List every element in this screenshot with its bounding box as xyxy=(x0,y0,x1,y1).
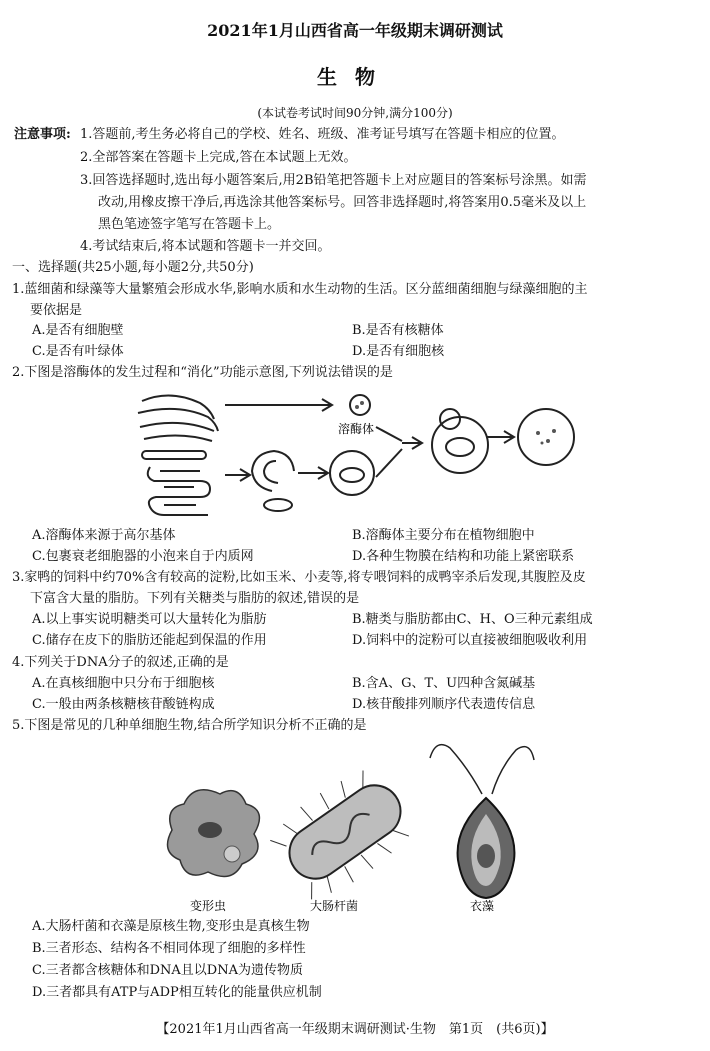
option-c: C.储存在皮下的脂肪还能起到保温的作用 xyxy=(32,633,267,648)
section-heading: 一、选择题(共25小题,每小题2分,共50分) xyxy=(12,260,254,275)
notice-item: 1.答题前,考生务必将自己的学校、姓名、班级、准考证号填写在答题卡相应的位置。 xyxy=(80,127,565,142)
option-b: B.溶酶体主要分布在植物细胞中 xyxy=(352,528,535,543)
option-d: D.各种生物膜在结构和功能上紧密联系 xyxy=(352,549,575,564)
option-a: A.溶酶体来源于高尔基体 xyxy=(32,528,176,543)
option-b: B.含A、G、T、U四种含氮碱基 xyxy=(352,676,536,691)
option-c: C.一般由两条核糖核苷酸链构成 xyxy=(32,697,215,712)
amoeba-nucleus xyxy=(198,822,222,838)
option-b: B.三者形态、结构各不相同体现了细胞的多样性 xyxy=(32,941,306,956)
ecoli-label: 大肠杆菌 xyxy=(310,899,359,913)
question-1-stem-cont: 要依据是 xyxy=(30,303,83,318)
lysosome-diagram xyxy=(130,385,590,525)
ecoli-shape xyxy=(265,759,423,908)
single-cell-organisms-figure xyxy=(150,738,540,914)
question-1-stem: 1.蓝细菌和绿藻等大量繁殖会形成水华,影响水质和水生动物的生活。区分蓝细菌细胞与绿藻细胞的主 xyxy=(12,282,588,297)
option-a: A.以上事实说明糖类可以大量转化为脂肪 xyxy=(32,612,267,627)
subject-title: 生物 xyxy=(317,65,393,89)
notice-item: 2.全部答案在答题卡上完成,答在本试题上无效。 xyxy=(80,150,357,165)
option-c: C.是否有叶绿体 xyxy=(32,344,124,359)
option-a: A.在真核细胞中只分布于细胞核 xyxy=(32,676,215,691)
notice-item: 4.考试结束后,将本试题和答题卡一并交回。 xyxy=(80,239,331,254)
option-c: C.三者都含核糖体和DNA且以DNA为遗传物质 xyxy=(32,963,303,978)
option-b: B.是否有核糖体 xyxy=(352,323,444,338)
option-d: D.三者都具有ATP与ADP相互转化的能量供应机制 xyxy=(32,985,322,1000)
question-3-stem-cont: 下富含大量的脂肪。下列有关糖类与脂肪的叙述,错误的是 xyxy=(30,591,360,606)
option-a: A.大肠杆菌和衣藻是原核生物,变形虫是真核生物 xyxy=(32,919,310,934)
chlamydomonas-label: 衣藻 xyxy=(470,899,495,913)
option-d: D.饲料中的淀粉可以直接被细胞吸收利用 xyxy=(352,633,588,648)
notice-heading: 注意事项: xyxy=(14,127,71,142)
notice-item: 改动,用橡皮擦干净后,再选涂其他答案标号。回答非选择题时,将答案用0.5毫米及以上 xyxy=(98,195,587,210)
exam-title: 2021年1月山西省高一年级期末调研测试 xyxy=(207,21,503,40)
lysosome-label: 溶酶体 xyxy=(338,422,375,436)
question-4-stem: 4.下列关于DNA分子的叙述,正确的是 xyxy=(12,655,229,670)
amoeba-label: 变形虫 xyxy=(190,899,227,913)
notice-item: 3.回答选择题时,选出每小题答案后,用2B铅笔把答题卡上对应题目的答案标号涂黑。如需 xyxy=(80,173,587,188)
question-3-stem: 3.家鸭的饲料中约70%含有较高的淀粉,比如玉米、小麦等,将专喂饲料的成鸭宰杀后发现,其腹腔及皮 xyxy=(12,570,586,585)
notice-item: 黑色笔迹签字笔写在答题卡上。 xyxy=(98,217,281,232)
chlamydomonas-shape xyxy=(430,745,534,898)
option-c: C.包裹衰老细胞器的小泡来自于内质网 xyxy=(32,549,254,564)
option-d: D.是否有细胞核 xyxy=(352,344,445,359)
option-a: A.是否有细胞壁 xyxy=(32,323,124,338)
option-b: B.糖类与脂肪都由C、H、O三种元素组成 xyxy=(352,612,593,627)
page-footer: 【2021年1月山西省高一年级期末调研测试·生物 第1页 (共6页)】 xyxy=(156,1022,554,1037)
question-2-stem: 2.下图是溶酶体的发生过程和“消化”功能示意图,下列说法错误的是 xyxy=(12,365,393,380)
option-d: D.核苷酸排列顺序代表遗传信息 xyxy=(352,697,536,712)
exam-time-note: (本试卷考试时间90分钟,满分100分) xyxy=(257,106,453,120)
question-5-stem: 5.下图是常见的几种单细胞生物,结合所学知识分析不正确的是 xyxy=(12,718,367,733)
